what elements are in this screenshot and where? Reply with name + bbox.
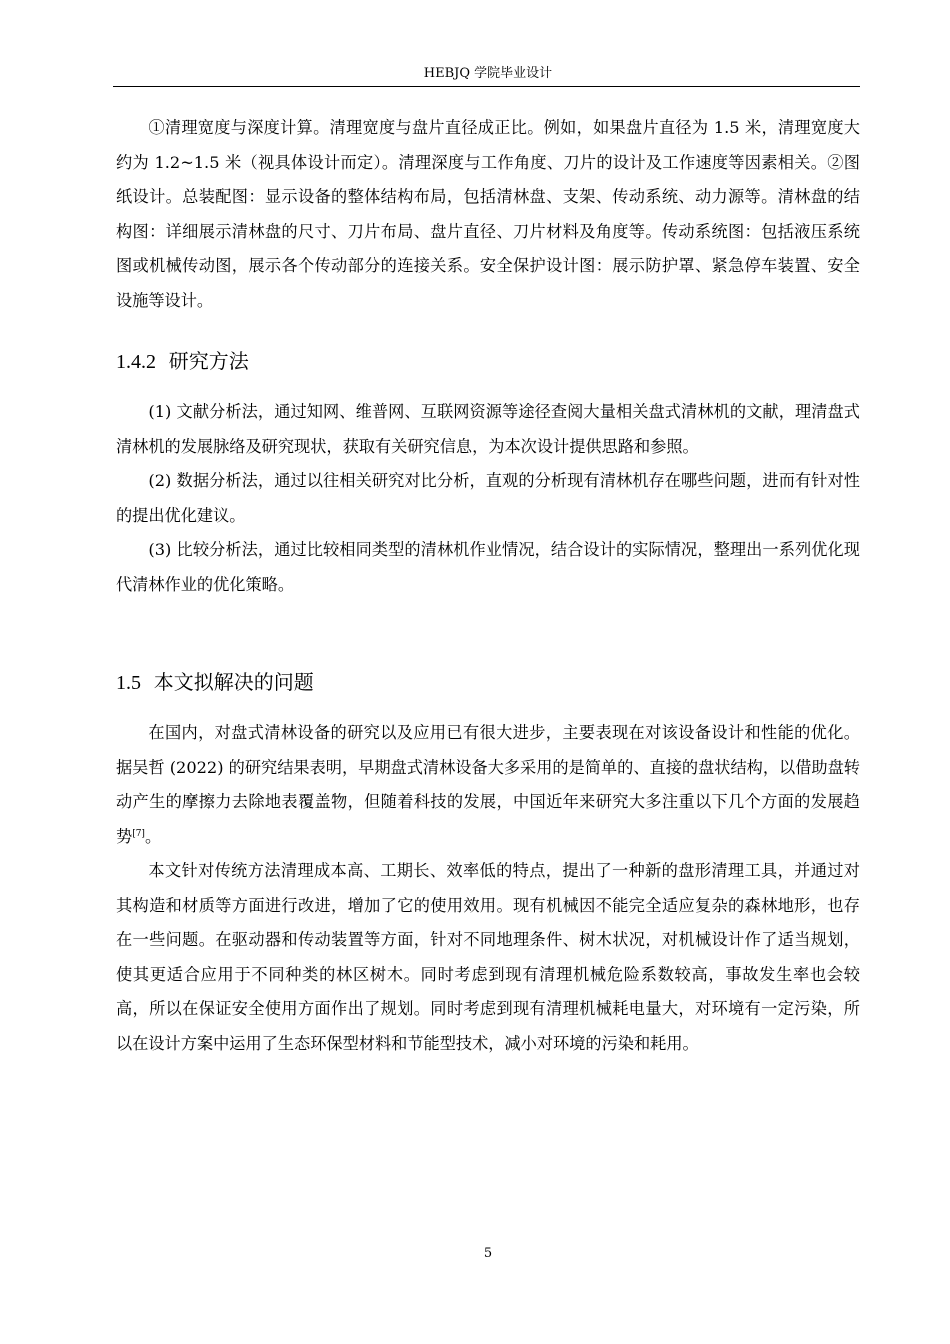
section-number: 1.4.2 (116, 351, 156, 373)
paragraph-text: 在国内，对盘式清林设备的研究以及应用已有很大进步，主要表现在对该设备设计和性能的优化。据吴哲 (2022) 的研究结果表明，早期盘式清林设备大多采用的是简单的、直接的盘状结构，以借助盘转动产生的摩擦力去除地表覆盖物，但随着科技的发展，中国近年来研究大多注重以下几个方面的发展趋势 (116, 723, 860, 846)
research-methods-block (116, 395, 860, 602)
section-title: 本文拟解决的问题 (153, 670, 314, 694)
problems-block (116, 716, 860, 1061)
citation: [7] (132, 828, 145, 839)
section-heading-1-4-2 (116, 347, 249, 376)
intro-text-block (116, 111, 860, 318)
paragraph-end: 。 (144, 826, 162, 846)
paragraph: (3) 比较分析法，通过比较相同类型的清林机作业情况，结合设计的实际情况，整理出一系列优化现代清林作业的优化策略。 (116, 540, 860, 594)
paragraph: (1) 文献分析法，通过知网、维普网、互联网资源等途径查阅大量相关盘式清林机的文献，理清盘式清林机的发展脉络及研究现状，获取有关研究信息，为本次设计提供思路和参照。 (116, 402, 860, 456)
page-header: HEBJQ 学院毕业设计 (423, 66, 553, 81)
section-number: 1.5 (116, 672, 141, 694)
paragraph (116, 716, 860, 854)
paragraph: ①清理宽度与深度计算。清理宽度与盘片直径成正比。例如，如果盘片直径为 1.5 米，清理宽度大约为 1.2~1.5 米（视具体设计而定）。清理深度与工作角度、刀片的设计及工作速度等因素相关。②图纸设计。总装配图：显示设备的整体结构布局，包括清林盘、支架、传动系统、动力源等。清林盘的结构图：详细展示清林盘的尺寸、刀片布局、盘片直径、刀片材料及角度等。传动系统图：包括液压系统图或机械传动图，展示各个传动部分的连接关系。安全保护设计图：展示防护罩、紧急停车装置、安全设施等设计。 (116, 118, 860, 310)
header-rule (113, 86, 860, 87)
paragraph: (2) 数据分析法，通过以往相关研究对比分析，直观的分析现有清林机存在哪些问题，进而有针对性的提出优化建议。 (116, 471, 860, 525)
paragraph: 本文针对传统方法清理成本高、工期长、效率低的特点，提出了一种新的盘形清理工具，并通过对其构造和材质等方面进行改进，增加了它的使用效用。现有机械因不能完全适应复杂的森林地形，也存在一些问题。在驱动器和传动装置等方面，针对不同地理条件、树木状况，对机械设计作了适当规划，使其更适合应用于不同种类的林区树木。同时考虑到现有清理机械危险系数较高，事故发生率也会较高，所以在保证安全使用方面作出了规划。同时考虑到现有清理机械耗电量大，对环境有一定污染，所以在设计方案中运用了生态环保型材料和节能型技术，减小对环境的污染和耗用。 (116, 861, 860, 1053)
section-heading-1-5 (116, 668, 314, 697)
section-title: 研究方法 (168, 349, 249, 373)
page-number: 5 (483, 1246, 493, 1261)
